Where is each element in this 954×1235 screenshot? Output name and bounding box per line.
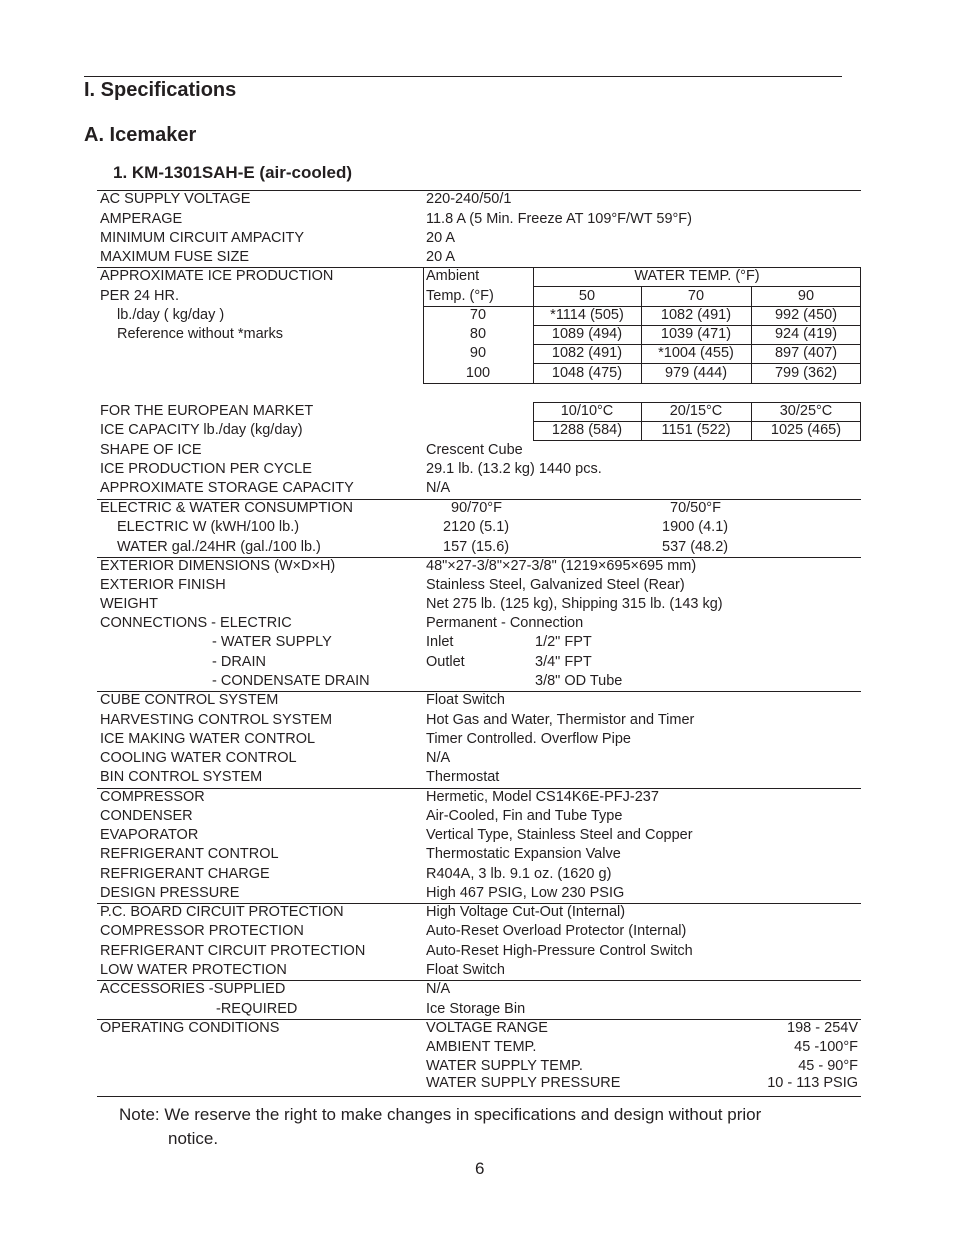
reference-label: Reference without *marks (117, 326, 284, 342)
ambient-row: 70 (469, 307, 487, 323)
spec-value: Float Switch (426, 692, 505, 708)
ambient-row: 100 (465, 365, 491, 381)
spec-value: Hermetic, Model CS14K6E-PFJ-237 (426, 789, 659, 805)
spec-value: Air-Cooled, Fin and Tube Type (426, 808, 623, 824)
spec-value: 537 (48.2) (662, 539, 729, 555)
spec-value: Outlet (426, 654, 465, 670)
spec-value: 20 A (426, 249, 456, 265)
top-rule (84, 76, 842, 77)
european-header: 30/25°C (779, 403, 833, 419)
spec-value: N/A (426, 981, 451, 997)
spec-value: 11.8 A (5 Min. Freeze AT 109°F/WT 59°F) (426, 211, 692, 227)
spec-value: 220-240/50/1 (426, 191, 512, 207)
spec-value: AMBIENT TEMP. (426, 1039, 537, 1055)
spec-label: COMPRESSOR (100, 789, 205, 805)
production-cell: 979 (444) (664, 365, 728, 381)
spec-label: ICE PRODUCTION PER CYCLE (100, 461, 312, 477)
spec-value: Inlet (426, 634, 454, 650)
production-cell: *1114 (505) (550, 307, 624, 323)
production-cell: 1082 (491) (660, 307, 732, 323)
production-cell: 1089 (494) (551, 326, 623, 342)
spec-label: COOLING WATER CONTROL (100, 750, 297, 766)
spec-value: Vertical Type, Stainless Steel and Copper (426, 827, 693, 843)
spec-value: Permanent - Connection (426, 615, 584, 631)
spec-value: 198 - 254V (787, 1020, 858, 1036)
note-line-2: notice. (168, 1129, 219, 1148)
spec-value: 48"×27-3/8"×27-3/8" (1219×695×695 mm) (426, 558, 697, 574)
spec-value: Thermostat (426, 769, 500, 785)
water-temp-col: 90 (797, 288, 815, 304)
spec-value: 20 A (426, 230, 456, 246)
ice-production-label: APPROXIMATE ICE PRODUCTION (100, 268, 334, 284)
spec-label: APPROXIMATE STORAGE CAPACITY (100, 480, 354, 496)
ambient-row: 90 (469, 345, 487, 361)
production-cell: 992 (450) (774, 307, 838, 323)
spec-label: WEIGHT (100, 596, 158, 612)
spec-value: N/A (426, 480, 451, 496)
production-cell: 799 (362) (774, 365, 838, 381)
spec-value: 3/4" FPT (535, 654, 592, 670)
spec-label: DESIGN PRESSURE (100, 885, 240, 901)
spec-value: R404A, 3 lb. 9.1 oz. (1620 g) (426, 866, 612, 882)
spec-value: 2120 (5.1) (443, 519, 510, 535)
spec-label: P.C. BOARD CIRCUIT PROTECTION (100, 904, 344, 920)
page-number: 6 (475, 1159, 485, 1178)
spec-label: - WATER SUPPLY (212, 634, 332, 650)
spec-value: High 467 PSIG, Low 230 PSIG (426, 885, 625, 901)
spec-value: Auto-Reset Overload Protector (Internal) (426, 923, 687, 939)
spec-label: MINIMUM CIRCUIT AMPACITY (100, 230, 305, 246)
ambient-temp-header: Temp. (°F) (426, 288, 494, 304)
spec-value: Timer Controlled. Overflow Pipe (426, 731, 631, 747)
spec-value: Float Switch (426, 962, 505, 978)
spec-value: VOLTAGE RANGE (426, 1020, 548, 1036)
spec-value: 1900 (4.1) (662, 519, 729, 535)
spec-label: - DRAIN (212, 654, 266, 670)
spec-value: 3/8" OD Tube (535, 673, 623, 689)
ambient-header: Ambient (426, 268, 480, 284)
spec-label: LOW WATER PROTECTION (100, 962, 287, 978)
european-cell: 1288 (584) (551, 422, 623, 438)
spec-label: EXTERIOR DIMENSIONS (W×D×H) (100, 558, 336, 574)
spec-label: COMPRESSOR PROTECTION (100, 923, 304, 939)
spec-value: WATER SUPPLY TEMP. (426, 1058, 583, 1074)
spec-label: EXTERIOR FINISH (100, 577, 226, 593)
footnote (119, 1103, 859, 1151)
production-cell: 1048 (475) (551, 365, 623, 381)
spec-value: Hot Gas and Water, Thermistor and Timer (426, 712, 695, 728)
spec-label: AMPERAGE (100, 211, 183, 227)
spec-value: Stainless Steel, Galvanized Steel (Rear) (426, 577, 685, 593)
production-cell: 1082 (491) (551, 345, 623, 361)
production-cell: 1039 (471) (660, 326, 732, 342)
spec-label: OPERATING CONDITIONS (100, 1020, 280, 1036)
consumption-col-header: 90/70°F (451, 500, 502, 516)
spec-label: ACCESSORIES -SUPPLIED (100, 981, 286, 997)
note-line-1: Note: We reserve the right to make changes in specifications and design without prior (119, 1105, 762, 1124)
spec-label: MAXIMUM FUSE SIZE (100, 249, 250, 265)
ambient-row: 80 (469, 326, 487, 342)
spec-label: CONNECTIONS - ELECTRIC (100, 615, 292, 631)
spec-value: 29.1 lb. (13.2 kg) 1440 pcs. (426, 461, 602, 477)
production-cell: 897 (407) (774, 345, 838, 361)
european-cell: 1025 (465) (770, 422, 842, 438)
european-header: 10/10°C (560, 403, 614, 419)
spec-label: CUBE CONTROL SYSTEM (100, 692, 279, 708)
spec-label: REFRIGERANT CHARGE (100, 866, 270, 882)
units-label: lb./day ( kg/day ) (117, 307, 225, 323)
per-24hr-label: PER 24 HR. (100, 288, 179, 304)
spec-label: ELECTRIC & WATER CONSUMPTION (100, 500, 353, 516)
model-title: 1. KM-1301SAH-E (air-cooled) (113, 163, 352, 182)
production-cell: *1004 (455) (658, 345, 734, 361)
spec-value: Crescent Cube (426, 442, 523, 458)
european-cell: 1151 (522) (661, 422, 731, 438)
ice-capacity-label: ICE CAPACITY lb./day (kg/day) (100, 422, 303, 438)
spec-value: N/A (426, 750, 451, 766)
spec-value: Ice Storage Bin (426, 1001, 526, 1017)
water-temp-col: 70 (687, 288, 705, 304)
spec-label: -REQUIRED (216, 1001, 298, 1017)
production-cell: 924 (419) (774, 326, 838, 342)
spec-label: AC SUPPLY VOLTAGE (100, 191, 251, 207)
section-title: I. Specifications (84, 79, 237, 101)
water-temp-header: WATER TEMP. (°F) (634, 268, 760, 284)
spec-value: 45 -100°F (794, 1039, 858, 1055)
spec-label: REFRIGERANT CIRCUIT PROTECTION (100, 943, 366, 959)
spec-value: 157 (15.6) (443, 539, 510, 555)
spec-value: Thermostatic Expansion Valve (426, 846, 621, 862)
spec-label: EVAPORATOR (100, 827, 199, 843)
spec-label: - CONDENSATE DRAIN (212, 673, 370, 689)
spec-value: Net 275 lb. (125 kg), Shipping 315 lb. (143 kg) (426, 596, 723, 612)
spec-label: SHAPE OF ICE (100, 442, 202, 458)
spec-value: 45 - 90°F (798, 1058, 858, 1074)
spec-value: 10 - 113 PSIG (767, 1075, 858, 1091)
spec-label: BIN CONTROL SYSTEM (100, 769, 263, 785)
subsection-title: A. Icemaker (84, 124, 197, 146)
spec-value: WATER SUPPLY PRESSURE (426, 1075, 621, 1091)
water-temp-col: 50 (578, 288, 596, 304)
spec-value: 1/2" FPT (535, 634, 592, 650)
spec-label: ICE MAKING WATER CONTROL (100, 731, 316, 747)
table-bottom-rule (97, 1096, 861, 1097)
european-header: 20/15°C (669, 403, 723, 419)
spec-label: CONDENSER (100, 808, 193, 824)
spec-value: Auto-Reset High-Pressure Control Switch (426, 943, 693, 959)
european-market-label: FOR THE EUROPEAN MARKET (100, 403, 314, 419)
spec-value: High Voltage Cut-Out (Internal) (426, 904, 626, 920)
spec-label: WATER gal./24HR (gal./100 lb.) (117, 539, 321, 555)
spec-label: REFRIGERANT CONTROL (100, 846, 279, 862)
spec-label: ELECTRIC W (kWH/100 lb.) (117, 519, 300, 535)
spec-label: HARVESTING CONTROL SYSTEM (100, 712, 333, 728)
consumption-col-header: 70/50°F (670, 500, 721, 516)
